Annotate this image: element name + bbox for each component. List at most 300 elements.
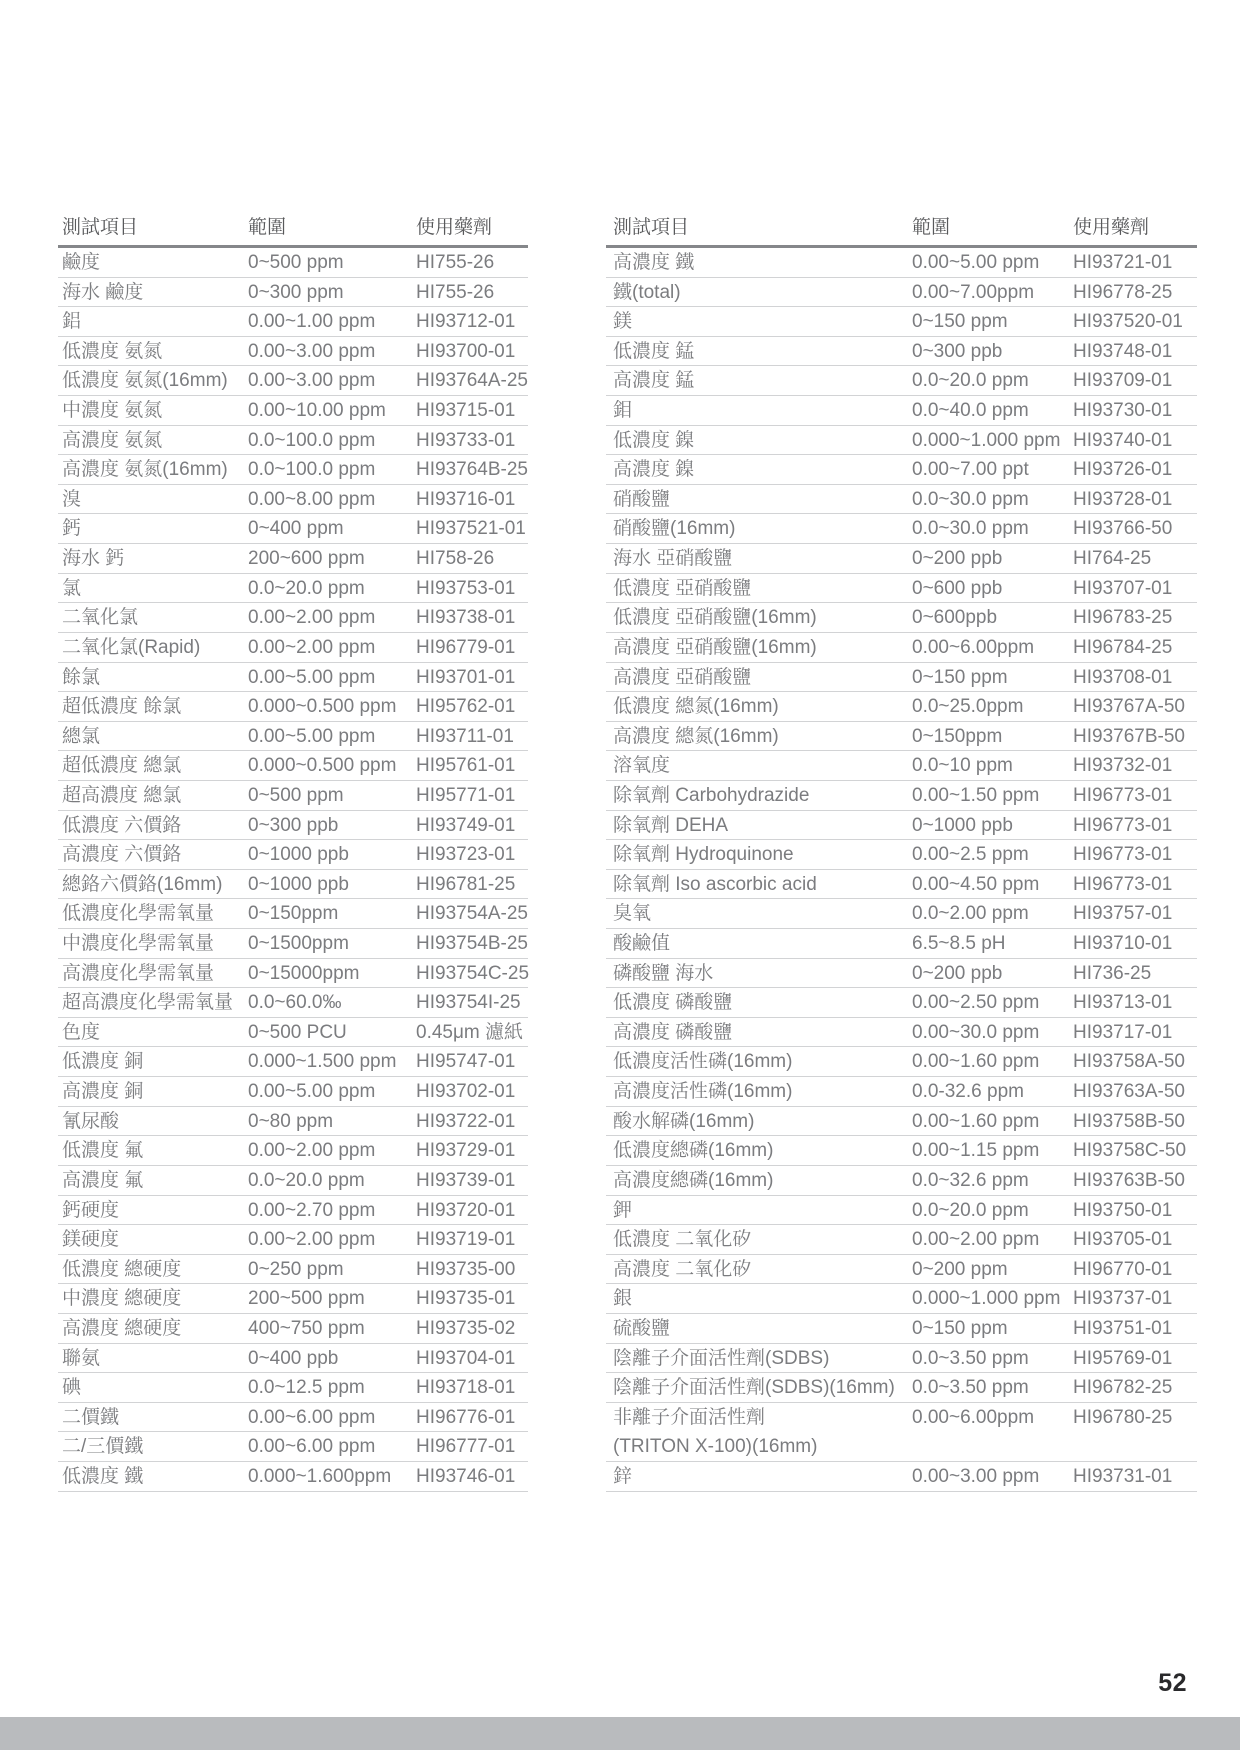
table-row [58,1255,528,1285]
reagent-cell: HI93766-50 [1073,518,1173,540]
range-cell: 0.0~20.0 ppm [912,1199,1029,1221]
reagent-cell: HI93701-01 [416,666,516,688]
col-header-test-item: 測試項目 [613,217,690,238]
reagent-cell: HI736-25 [1073,962,1152,984]
reagent-cell: HI96783-25 [1073,607,1173,629]
test-item-cell: 鈣 [62,518,82,540]
test-item-cell: 低濃度 總氮(16mm) [613,696,779,718]
reagent-cell: HI96770-01 [1073,1258,1173,1280]
range-cell: 0.0~12.5 ppm [248,1377,365,1399]
reagent-cell: HI93754I-25 [416,992,521,1014]
table-row [606,603,1197,633]
table-row [606,899,1197,929]
table-row [606,1196,1197,1226]
reagent-cell: HI93717-01 [1073,1021,1173,1043]
reagent-cell: HI93702-01 [416,1081,516,1103]
reagent-cell: HI95762-01 [416,696,516,718]
reagent-cell: HI93754A-25 [416,903,528,925]
test-table-right [606,212,1197,1492]
test-item-cell: 臭氧 [613,903,652,925]
range-cell: 0.00~3.00 ppm [248,340,376,362]
table-row [58,988,528,1018]
test-item-cell: 鉬 [613,400,633,422]
test-item-cell: 色度 [62,1021,101,1043]
reagent-cell: HI96778-25 [1073,281,1173,303]
table-row [58,663,528,693]
range-cell: 0.00~2.00 ppm [248,1140,376,1162]
reagent-cell: HI93733-01 [416,429,516,451]
reagent-cell: HI93767B-50 [1073,725,1185,747]
test-item-cell: 酸水解磷(16mm) [613,1110,755,1132]
test-item-cell: 溶氧度 [613,755,671,777]
range-cell: 0~15000ppm [248,962,360,984]
test-table-left [58,212,528,1492]
range-cell: 0.00~6.00 ppm [248,1406,376,1428]
table-row [606,278,1197,308]
reagent-cell: HI93708-01 [1073,666,1173,688]
test-item-cell: 餘氯 [62,666,101,688]
table-row [58,1284,528,1314]
reagent-cell: HI93753-01 [416,577,516,599]
test-item-cell: 低濃度總磷(16mm) [613,1140,774,1162]
range-cell: 0~1500ppm [248,933,349,955]
range-cell: 0~500 PCU [248,1021,347,1043]
range-cell: 0~200 ppm [912,1258,1008,1280]
reagent-cell: HI93746-01 [416,1465,516,1487]
table-row [58,1077,528,1107]
reagent-cell: HI758-26 [416,548,495,570]
table-row [58,1225,528,1255]
range-cell: 0.0~100.0 ppm [248,459,376,481]
test-item-cell: 高濃度 亞硝酸鹽 [613,666,752,688]
table-row [606,426,1197,456]
test-item-cell: 硝酸鹽(16mm) [613,518,736,540]
test-item-cell: 除氧劑 DEHA [613,814,729,836]
col-header-range: 範圍 [912,217,951,238]
test-item-cell: 低濃度 二氧化矽 [613,1229,752,1251]
test-item-cell: 高濃度 二氧化矽 [613,1258,752,1280]
test-item-cell: 二價鐵 [62,1406,120,1428]
table-row [58,337,528,367]
test-item-cell: 陰離子介面活性劑(SDBS) [613,1347,830,1369]
col-header-reagent: 使用藥劑 [1073,217,1150,238]
test-item-cell: 中濃度 氨氮 [62,400,163,422]
table-body-left [58,248,528,1492]
test-item-cell: 高濃度 總氮(16mm) [613,725,779,747]
reagent-cell: HI93707-01 [1073,577,1173,599]
table-row [58,751,528,781]
test-item-cell: 低濃度 氨氮(16mm) [62,370,228,392]
reagent-cell: HI95769-01 [1073,1347,1173,1369]
reagent-cell: HI95771-01 [416,784,516,806]
range-cell: 0.000~1.000 ppm [912,429,1061,451]
test-item-cell: 低濃度 氨氮 [62,340,163,362]
table-row [58,514,528,544]
test-item-cell: 鈣硬度 [62,1199,120,1221]
test-item-cell: 除氧劑 Iso ascorbic acid [613,873,817,895]
range-cell: 0~300 ppb [912,340,1003,362]
table-row [58,870,528,900]
test-item-cell: 酸鹼值 [613,933,671,955]
table-row [58,929,528,959]
reagent-cell: HI96781-25 [416,873,516,895]
range-cell: 0.000~1.500 ppm [248,1051,397,1073]
reagent-cell: HI96776-01 [416,1406,516,1428]
page-number: 52 [1158,1669,1187,1697]
reagent-cell: HI93720-01 [416,1199,516,1221]
test-item-cell: 除氧劑 Hydroquinone [613,844,794,866]
table-row [58,485,528,515]
test-item-cell: 高濃度 磷酸鹽 [613,1021,733,1043]
table-row [606,1373,1197,1403]
range-cell: 0~200 ppb [912,962,1003,984]
table-row [606,514,1197,544]
range-cell: 0.00~3.00 ppm [248,370,376,392]
range-cell: 0.0-32.6 ppm [912,1081,1024,1103]
range-cell: 0.00~5.00 ppm [248,725,376,747]
table-row [606,1047,1197,1077]
table-row [606,929,1197,959]
test-item-cell: 高濃度 錳 [613,370,695,392]
range-cell: 0~250 ppm [248,1258,344,1280]
range-cell: 0~600 ppb [912,577,1003,599]
reagent-cell: HI96777-01 [416,1436,516,1458]
table-row [606,811,1197,841]
test-item-cell: 高濃度 氨氮 [62,429,163,451]
test-item-cell: 高濃度化學需氧量 [62,962,215,984]
test-item-cell: 海水 鹼度 [62,281,144,303]
range-cell: 0.000~1.000 ppm [912,1288,1061,1310]
range-cell: 0.00~2.00 ppm [248,1229,376,1251]
range-cell: 0~80 ppm [248,1110,334,1132]
range-cell: 0.0~100.0 ppm [248,429,376,451]
table-row [58,692,528,722]
test-item-cell: 低濃度 錳 [613,340,695,362]
table-row [58,1166,528,1196]
test-item-cell: 低濃度 氟 [62,1140,144,1162]
reagent-cell: HI93748-01 [1073,340,1173,362]
table-row [58,1344,528,1374]
table-row [58,1136,528,1166]
range-cell: 0.00~7.00ppm [912,281,1035,303]
test-item-cell: 除氧劑 Carbohydrazide [613,784,810,806]
reagent-cell: HI96779-01 [416,636,516,658]
test-item-cell: 鎂 [613,311,633,333]
table-body-right [606,248,1197,1492]
reagent-cell: HI93757-01 [1073,903,1173,925]
range-cell: 0~500 ppm [248,252,344,273]
range-cell: 0.0~10 ppm [912,755,1013,777]
test-item-cell: 硝酸鹽 [613,488,671,510]
range-cell: 0.0~20.0 ppm [912,370,1029,392]
table-row [58,899,528,929]
table-row [58,1432,528,1462]
table-row [606,1462,1197,1492]
footer-band [0,1717,1240,1750]
table-row [58,781,528,811]
range-cell: 0~400 ppm [248,518,344,540]
table-header-right [606,212,1197,248]
range-cell: 200~500 ppm [248,1288,365,1310]
table-row [58,426,528,456]
reagent-cell: HI96773-01 [1073,814,1173,836]
range-cell: 0.0~3.50 ppm [912,1347,1029,1369]
range-cell: 0.00~8.00 ppm [248,488,376,510]
reagent-cell: HI93738-01 [416,607,516,629]
reagent-cell: HI93751-01 [1073,1317,1173,1339]
reagent-cell: 0.45μm 濾紙 [416,1021,524,1043]
reagent-cell: HI93764B-25 [416,459,528,481]
reagent-cell: HI93735-01 [416,1288,516,1310]
reagent-cell: HI93704-01 [416,1347,516,1369]
range-cell: 0~600ppb [912,607,998,629]
reagent-cell: HI96773-01 [1073,784,1173,806]
reagent-cell: HI96773-01 [1073,844,1173,866]
table-row [606,455,1197,485]
reagent-cell: HI96784-25 [1073,636,1173,658]
reagent-cell: HI93728-01 [1073,488,1173,510]
test-item-cell: 低濃度 銅 [62,1051,144,1073]
table-row [58,633,528,663]
reagent-cell: HI96780-25 [1073,1406,1173,1428]
test-item-cell: 高濃度 鐵 [613,252,695,273]
table-row [58,544,528,574]
range-cell: 0.0~40.0 ppm [912,400,1029,422]
table-row [58,959,528,989]
table-row [58,1403,528,1433]
range-cell: 0.0~30.0 ppm [912,518,1029,540]
test-item-cell: 碘 [62,1377,82,1399]
test-item-cell: 溴 [62,488,82,510]
test-item-cell: 高濃度 氨氮(16mm) [62,459,228,481]
reagent-cell: HI93709-01 [1073,370,1173,392]
test-item-cell: 高濃度總磷(16mm) [613,1169,774,1191]
range-cell: 0.0~32.6 ppm [912,1169,1029,1191]
range-cell: 0~500 ppm [248,784,344,806]
test-item-cell: 超低濃度 餘氯 [62,696,182,718]
range-cell: 0.00~6.00ppm [912,636,1035,658]
test-item-cell: 超高濃度 總氯 [62,784,182,806]
table-row [606,544,1197,574]
reagent-cell: HI95747-01 [416,1051,516,1073]
test-item-cell: 磷酸鹽 海水 [613,962,714,984]
range-cell: 0~150 ppm [912,666,1008,688]
reagent-cell: HI93712-01 [416,311,516,333]
reagent-cell: HI93737-01 [1073,1288,1173,1310]
reagent-cell: HI93710-01 [1073,933,1173,955]
range-cell: 0~150 ppm [912,1317,1008,1339]
range-cell: 0.00~1.60 ppm [912,1051,1040,1073]
test-item-cell: 鋅 [613,1466,633,1487]
range-cell: 0~150 ppm [912,311,1008,333]
test-item-cell: 二氧化氯(Rapid) [62,636,201,658]
table-row [606,1018,1197,1048]
range-cell: 0.00~5.00 ppm [248,666,376,688]
range-cell: 0.00~1.50 ppm [912,784,1040,806]
test-item-cell: 高濃度 銅 [62,1081,144,1103]
table-header-left [58,212,528,248]
test-item-cell: 中濃度 總硬度 [62,1288,182,1310]
table-row [58,455,528,485]
reagent-cell: HI93754B-25 [416,933,528,955]
reagent-cell: HI93767A-50 [1073,696,1185,718]
table-row [58,248,528,278]
range-cell: 0.0~30.0 ppm [912,488,1029,510]
test-item-cell: 高濃度 氟 [62,1169,144,1191]
range-cell: 0.00~6.00ppm [912,1406,1035,1428]
range-cell: 0~150ppm [912,725,1003,747]
reagent-cell: HI937521-01 [416,518,526,540]
table-row [606,1314,1197,1344]
reagent-cell: HI93758C-50 [1073,1140,1187,1162]
test-item-cell: 低濃度 亞硝酸鹽(16mm) [613,607,817,629]
table-row [606,337,1197,367]
range-cell: 0.00~30.0 ppm [912,1021,1040,1043]
range-cell: 0.0~20.0 ppm [248,1169,365,1191]
reagent-cell: HI93700-01 [416,340,516,362]
range-cell: 0.00~1.15 ppm [912,1140,1040,1162]
range-cell: 0.00~10.00 ppm [248,400,386,422]
range-cell: 6.5~8.5 pH [912,933,1006,955]
reagent-cell: HI93729-01 [416,1140,516,1162]
range-cell: 0.00~2.00 ppm [248,636,376,658]
table-row [606,1136,1197,1166]
range-cell: 0~1000 ppb [912,814,1013,836]
range-cell: 200~600 ppm [248,548,365,570]
test-item-cell: 高濃度活性磷(16mm) [613,1081,793,1103]
reagent-cell: HI93715-01 [416,400,516,422]
table-row [606,959,1197,989]
test-item-cell: 聯氨 [62,1347,101,1369]
table-row [606,1255,1197,1285]
test-item-cell: 低濃度 鐵 [62,1465,144,1487]
range-cell: 0.0~60.0‰ [248,992,342,1014]
table-row [58,1107,528,1137]
test-item-cell: 硫酸鹽 [613,1317,671,1339]
reagent-cell: HI93705-01 [1073,1229,1173,1251]
test-item-cell: 二/三價鐵 [62,1436,144,1458]
table-row [58,366,528,396]
test-item-cell: 低濃度 磷酸鹽 [613,992,733,1014]
range-cell: 0.00~1.00 ppm [248,311,376,333]
test-item-cell: 銀 [613,1288,633,1310]
reagent-cell: HI93711-01 [416,725,514,747]
test-item-cell: 低濃度活性磷(16mm) [613,1051,793,1073]
col-header-test-item: 測試項目 [62,217,139,238]
table-row [606,751,1197,781]
range-cell: 0~300 ppm [248,281,344,303]
test-item-cell: 總氯 [62,725,101,747]
table-row [58,307,528,337]
table-row [58,1314,528,1344]
table-row [58,1373,528,1403]
range-cell: 0~400 ppb [248,1347,339,1369]
reagent-cell: HI755-26 [416,281,495,303]
table-row [606,1166,1197,1196]
range-cell: 0~1000 ppb [248,873,349,895]
test-item-cell: 海水 鈣 [62,548,125,570]
range-cell: 0.00~1.60 ppm [912,1110,1040,1132]
test-item-cell: 總鉻六價鉻(16mm) [62,873,223,895]
table-row [58,278,528,308]
test-item-cell: 低濃度化學需氧量 [62,903,215,925]
test-item-cell: 高濃度 六價鉻 [62,844,182,866]
test-item-cell: 超高濃度化學需氧量 [62,992,234,1014]
test-item-cell: 鋁 [62,311,82,333]
reagent-cell: HI93722-01 [416,1110,516,1132]
reagent-cell: HI764-25 [1073,548,1152,570]
range-cell: 0~1000 ppb [248,844,349,866]
reagent-cell: HI93749-01 [416,814,516,836]
table-row [606,485,1197,515]
reagent-cell: HI93719-01 [416,1229,516,1251]
test-item-cell: 鉀 [613,1199,633,1221]
range-cell: 0.000~0.500 ppm [248,755,397,777]
table-row [58,811,528,841]
range-cell: 0.00~3.00 ppm [912,1466,1040,1487]
range-cell: 0.00~2.5 ppm [912,844,1029,866]
test-item-cell: 氯 [62,577,82,599]
table-row [606,1344,1197,1374]
table-row [58,1462,528,1492]
range-cell: 0.000~1.600ppm [248,1465,392,1487]
reagent-cell: HI93721-01 [1073,252,1173,273]
reagent-cell: HI96773-01 [1073,873,1173,895]
range-cell: 400~750 ppm [248,1317,365,1339]
test-item-cell: 氰尿酸 [62,1110,120,1132]
range-cell: 0.00~5.00 ppm [248,1081,376,1103]
test-item-cell: 海水 亞硝酸鹽 [613,548,733,570]
range-cell: 0.00~2.00 ppm [912,1229,1040,1251]
reagent-cell: HI93763A-50 [1073,1081,1185,1103]
reagent-cell: HI93735-00 [416,1258,516,1280]
range-cell: 0~300 ppb [248,814,339,836]
table-row [606,307,1197,337]
range-cell: 0.0~25.0ppm [912,696,1024,718]
table-row [606,366,1197,396]
table-row [58,1018,528,1048]
test-item-cell: 高濃度 亞硝酸鹽(16mm) [613,636,817,658]
table-row [58,1196,528,1226]
reagent-cell: HI95761-01 [416,755,516,777]
table-row [58,722,528,752]
table-row [606,870,1197,900]
range-cell: 0.00~4.50 ppm [912,873,1040,895]
reagent-cell: HI93763B-50 [1073,1169,1185,1191]
table-row [606,692,1197,722]
table-row [606,1225,1197,1255]
test-item-cell: 高濃度 鎳 [613,459,695,481]
reagent-cell: HI93750-01 [1073,1199,1173,1221]
reagent-cell: HI93758B-50 [1073,1110,1185,1132]
table-row [606,1107,1197,1137]
test-item-cell: 中濃度化學需氧量 [62,933,215,955]
table-row [606,988,1197,1018]
reagent-cell: HI96782-25 [1073,1377,1173,1399]
range-cell: 0.00~7.00 ppt [912,459,1029,481]
table-row [606,840,1197,870]
table-row [58,603,528,633]
table-row [606,722,1197,752]
range-cell: 0~200 ppb [912,548,1003,570]
range-cell: 0.0~2.00 ppm [912,903,1029,925]
reagent-cell: HI93716-01 [416,488,516,510]
table-row [606,1077,1197,1107]
range-cell: 0.00~2.70 ppm [248,1199,376,1221]
range-cell: 0.00~2.50 ppm [912,992,1040,1014]
reagent-cell: HI93758A-50 [1073,1051,1185,1073]
test-item-cell: 低濃度 六價鉻 [62,814,182,836]
